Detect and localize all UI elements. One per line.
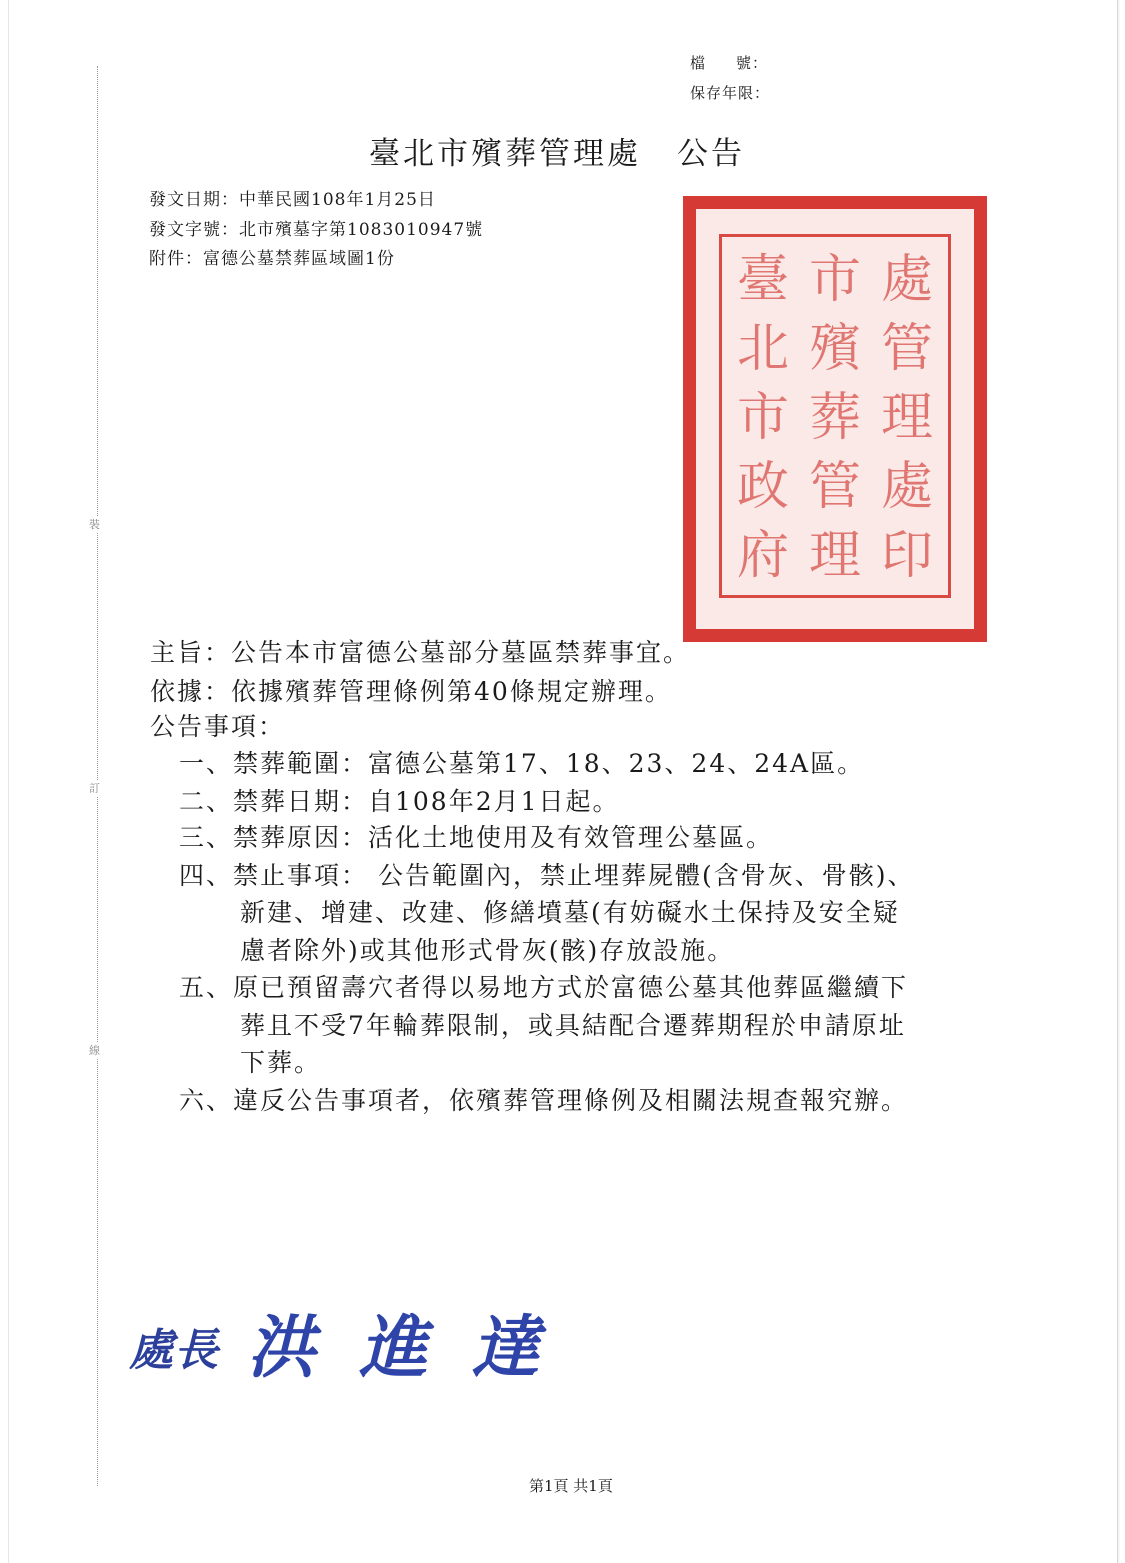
seal-glyph: 市: [808, 250, 861, 311]
subject-line: 主旨：公告本市富德公墓部分墓區禁葬事宜。: [150, 638, 691, 667]
file-number-label-suffix: 號：: [736, 54, 769, 72]
director-signature-stamp: [129, 1290, 589, 1390]
seal-glyph: 市: [736, 387, 789, 448]
item-3: 三、禁葬原因：活化土地使用及有效管理公墓區。: [179, 823, 774, 852]
file-number-field: [690, 52, 768, 73]
binding-mark-bind: 裝: [89, 518, 100, 531]
seal-glyph: 葬: [808, 387, 861, 448]
basis-line: 依據：依據殯葬管理條例第40條規定辦理。: [150, 677, 672, 706]
issuing-organization: 臺北市殯葬管理處: [369, 136, 641, 172]
item-4-line-2: 新建、增建、改建、修繕墳墓(有妨礙水土保持及安全疑: [240, 898, 900, 927]
seal-glyph: 處: [880, 456, 933, 517]
signature-title: 處長: [129, 1325, 219, 1376]
item-5-line-2: 葬且不受7年輪葬限制，或具結配合遷葬期程於申請原址: [240, 1011, 906, 1040]
seal-glyph: 管: [880, 319, 933, 380]
item-5-line-3: 下葬。: [240, 1048, 322, 1077]
attachment: 附件：富德公墓禁葬區域圖1份: [149, 249, 395, 269]
document-number: 發文字號：北市殯墓字第1083010947號: [149, 220, 484, 240]
item-4-line-1: 四、禁止事項： 公告範圍內，禁止埋葬屍體(含骨灰、骨骸)、: [179, 861, 915, 890]
item-5-line-1: 五、原已預留壽穴者得以易地方式於富德公墓其他葬區繼續下: [179, 973, 909, 1002]
item-2: 二、禁葬日期：自108年2月1日起。: [179, 787, 620, 816]
seal-glyph: 殯: [808, 319, 861, 380]
document-page: [8, 0, 1118, 1563]
issue-date: 發文日期：中華民國108年1月25日: [149, 190, 436, 210]
seal-glyph: 政: [736, 456, 789, 517]
file-number-label: 檔: [690, 54, 707, 72]
items-heading: 公告事項：: [150, 712, 286, 741]
item-1: 一、禁葬範圍：富德公墓第17、18、23、24、24A區。: [179, 749, 865, 778]
document-type: 公告: [677, 136, 745, 172]
binding-mark-staple: 訂: [89, 782, 100, 795]
binding-line: [97, 66, 98, 1486]
seal-glyph: 府: [736, 525, 789, 586]
item-6: 六、違反公告事項者，依殯葬管理條例及相關法規查報究辦。: [179, 1086, 909, 1115]
page-number: 第1頁 共1頁: [529, 1477, 613, 1495]
seal-glyph: 管: [808, 456, 861, 517]
binding-mark-line: 線: [89, 1044, 100, 1057]
seal-glyph: 處: [880, 250, 933, 311]
item-4-line-3: 慮者除外)或其他形式骨灰(骸)存放設施。: [240, 936, 735, 965]
retention-period-field: [690, 82, 770, 103]
document-title: [369, 128, 745, 173]
seal-glyph: 臺: [736, 250, 789, 311]
seal-glyph: 理: [880, 387, 933, 448]
retention-period-label: 保存年限：: [690, 84, 771, 102]
official-seal: [683, 196, 987, 642]
seal-glyphs: [727, 246, 943, 590]
seal-glyph: 理: [808, 525, 861, 586]
signature-name: 洪進達: [247, 1308, 584, 1388]
seal-glyph: 北: [736, 319, 789, 380]
seal-glyph: 印: [880, 525, 933, 586]
